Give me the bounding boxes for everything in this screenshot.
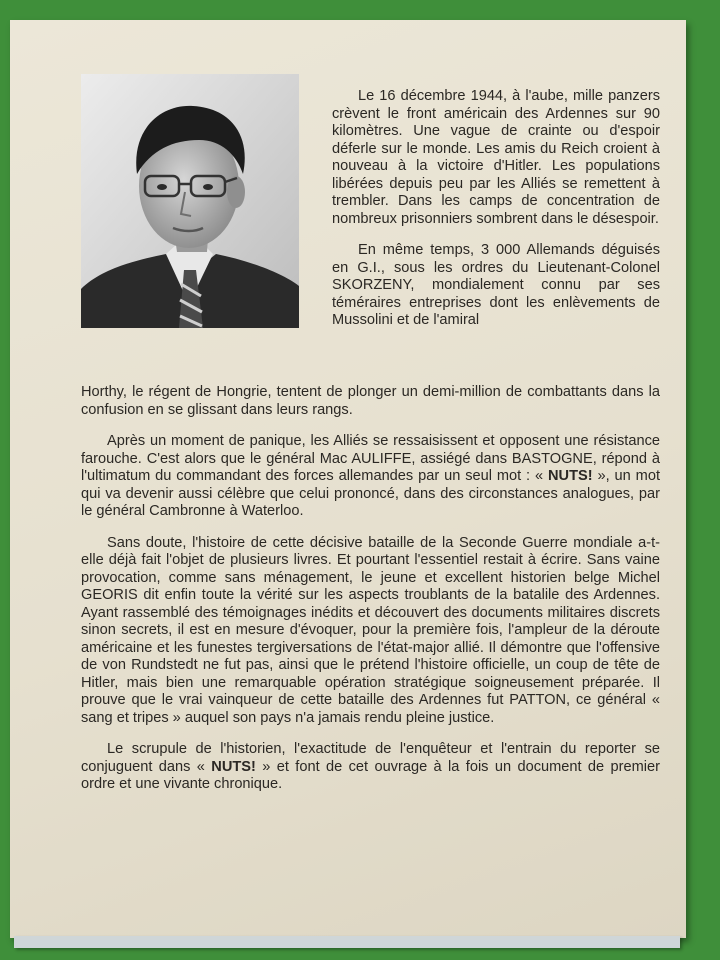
bastogne-text-a: Après un moment de panique, les Alliés se ressaisissent et opposent une résistance farouche. C'est alors que le général Mac AULIFFE, assiégé dans BASTOGNE, répond à l'ultimatum du commandant des forces allemandes par un seul mot : «: [81, 433, 660, 484]
author-portrait-icon: [81, 74, 299, 328]
nuts-emphasis: NUTS!: [548, 468, 593, 484]
nuts-emphasis-2: NUTS!: [211, 758, 256, 775]
author-portrait: [81, 74, 299, 328]
bastogne-text-b: », un mot qui va devenir aussi célèbre que celui prononcé, dans des circonstances analogues, par le général Cambronne à Waterloo.: [81, 468, 660, 519]
paragraph-skorzeny-start: En même temps, 3 000 Allemands déguisés en G.I., sous les ordres du Lieutenant-Colonel SKORZENY, mondialement connu par ses téméraires entreprises dont les enlèvements de Mussolini et de l'amiral: [332, 242, 660, 328]
book-page-edge: [14, 936, 680, 948]
paragraph-skorzeny-end: Horthy, le régent de Hongrie, tentent de plonger un demi-million de combattants dans la confusion en se glissant dans leurs rangs.: [81, 384, 660, 418]
text-column-full: [81, 384, 660, 808]
text-column-right: [332, 88, 660, 330]
paragraph-bastogne: [81, 433, 660, 521]
conclusion-text-b: » et font de cet ouvrage à la fois un document de premier ordre et une vivante chronique.: [81, 758, 660, 792]
paragraph-offensive: Le 16 décembre 1944, à l'aube, mille panzers crèvent le front américain des Ardennes sur 90 kilomètres. Une vague de crainte ou d'espoir déferle sur le monde. Les amis du Reich croient à nouveau à la victoire d'Hitler. Les populations libérées depuis peu par les Alliés se remettent à trembler. Dans les camps de concentration de nombreux prisonniers sombrent dans le désespoir.: [332, 88, 660, 227]
paragraph-georis: Sans doute, l'histoire de cette décisive bataille de la Seconde Guerre mondiale a-t-elle déjà fait l'objet de plusieurs livres. Et pourtant l'essentiel restait à écrire. Sans vaine provocation, comme sans ménagement, le jeune et excellent historien belge Michel GEORIS dit enfin toute la vérité sur les aspects troublants de la batalile des Ardennes. Ayant rassemblé des témoignages inédits et découvert des documents militaires discrets sinon secrets, il est en mesure d'évoquer, pour la première fois, l'ampleur de la déroute américaine et les funestes tergiversations de l'état-major allié. Il démontre que l'offensive de von Rundstedt ne fut pas, ainsi que le prétend l'histoire officielle, un coup de tête de Hitler, mais bien une remarquable opération stratégique soigneusement préparée. Il prouve que le vrai vainqueur de cette bataille des Ardennes fut PATTON, ce général « sang et tripes » auquel son pays n'a jamais rendu pleine justice.: [81, 534, 660, 726]
conclusion-text-a: Le scrupule de l'historien, l'exactitude de l'enquêteur et l'entrain du reporter se conjuguent dans «: [81, 741, 660, 775]
paragraph-conclusion: [81, 741, 660, 794]
